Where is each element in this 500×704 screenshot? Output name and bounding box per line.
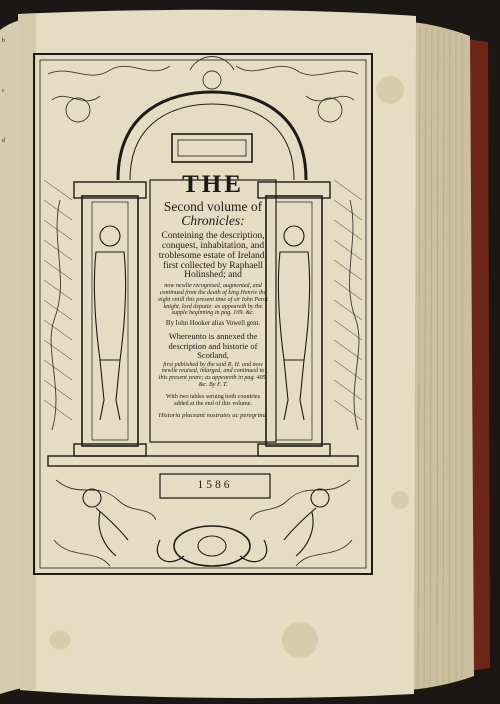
title-subtitle: Second volume of <box>163 199 263 215</box>
margin-mark: c <box>2 88 5 94</box>
title-heading: THE <box>182 171 244 198</box>
title-chronicles: Chronicles: <box>181 213 245 229</box>
margin-mark: d <box>2 138 5 144</box>
title-annex: Whereunto is annexed the description and historie of Scotland, <box>168 331 258 361</box>
title-annex-detail: first published by the said R. H. and now newlie reuised, inlarged, and continued to this present yeare; as appeareth in pag. 405. &c. By F. T. <box>158 361 268 388</box>
left-page-margin <box>2 36 14 146</box>
title-block <box>158 172 268 420</box>
title-tables: With two tables seruing both countries added at the end of this volume. <box>165 394 261 408</box>
imprint-year: 1586 <box>197 479 233 491</box>
title-author: By Iohn Hooker alias Vowell gent. <box>165 319 261 327</box>
title-contents: Conteining the description, conquest, inhabitation, and troblesome estate of Ireland; first collected by Raphaell Holinshed; and <box>158 230 268 281</box>
title-revision: now newlie recognised, augmented, and continued from the death of king Henrie the eight vntill this present time of sir Iohn Perot knight, lord deputie: as appeareth by the supple beginning in pag. 109. &c. <box>158 283 268 317</box>
margin-mark: b <box>2 38 5 44</box>
title-motto: Historia placeant nostrates ac peregrina. <box>158 412 268 420</box>
